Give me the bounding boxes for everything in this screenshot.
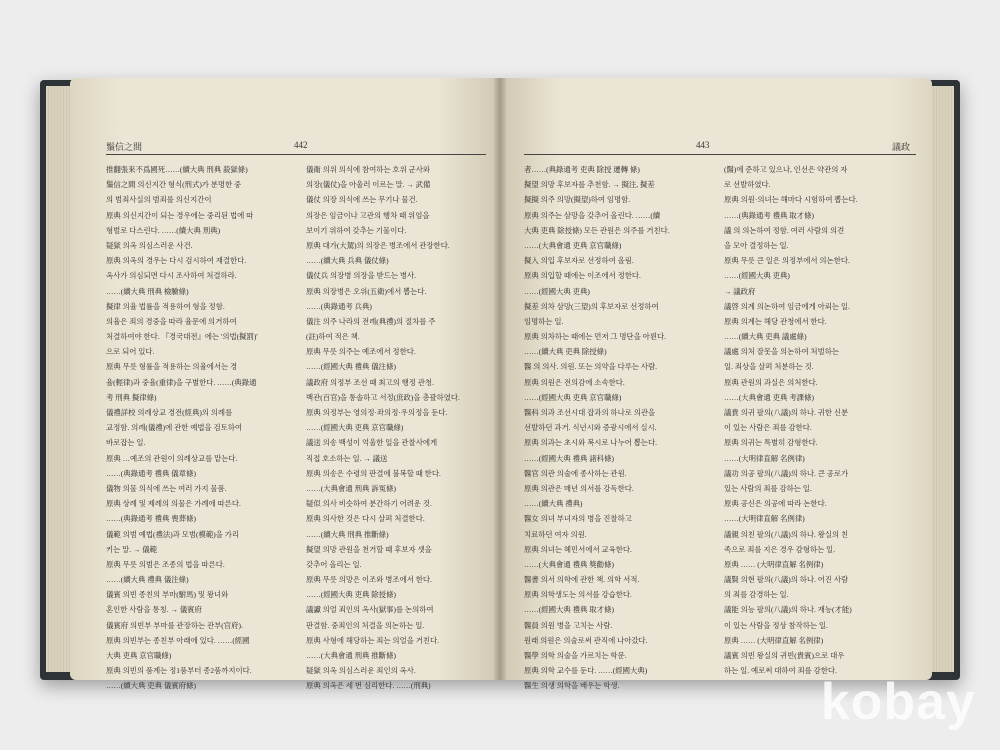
text-line: ……(大典會通 刑典 推斷條) — [306, 651, 396, 660]
left-header-rule — [106, 154, 486, 155]
page-edges-left — [46, 86, 72, 672]
text-line: 原典 무릇 의주는 예조에서 정한다. — [306, 347, 416, 357]
text-line: 擬入 의입 후보자로 선정하여 올림. — [524, 256, 634, 266]
text-line: 議賢 의현 팔의(八議)의 하나. 어진 사람 — [724, 575, 849, 585]
text-line: 議親 의친 팔의(八議)의 하나. 왕실의 친 — [724, 529, 849, 539]
text-line: 原典 무릇 의범은 조종의 법을 따른다. — [106, 559, 225, 569]
text-line: 직접 호소하는 일. → 議送 — [306, 453, 388, 463]
text-line: ……(續大典 吏典 議處條) — [724, 332, 807, 342]
text-line: ……(大典會通 吏典 京官職條) — [524, 240, 622, 250]
text-line: 原典 의정부는 영의정·좌의정·우의정을 둔다. — [306, 408, 448, 417]
text-line: ……(經國大典 吏典) — [524, 286, 590, 296]
text-line: 의 죄를 감경하는 일. — [724, 590, 789, 600]
text-line: 推翻張來不爲國死……(續大典 刑典 殺獄條) — [106, 165, 248, 174]
text-line: ……(續大典 刑典 檢驗條) — [106, 286, 189, 296]
right-page-number: 443 — [696, 140, 710, 150]
text-line: 醫生 의생 의학을 배우는 학생. — [524, 681, 620, 691]
text-line: 을 모아 결정하는 일. — [724, 240, 789, 250]
text-line: 이 있는 사람을 정상 참작하는 일. — [724, 620, 828, 630]
text-line: ……(大典會通 禮典 獎勸條) — [524, 559, 614, 569]
right-header-title: 議政 — [892, 142, 911, 152]
right-page — [500, 78, 932, 691]
text-line: 儀禮詳校 의례상교 경전(經典)의 의례를 — [106, 408, 233, 417]
text-line: 議處 의처 잘못을 의논하여 처벌하는 — [724, 347, 839, 357]
text-line: 儀仗兵 의장병 의장을 받드는 병사. — [306, 271, 416, 281]
text-line: 로 선발하였다. — [724, 180, 771, 190]
text-line: ……(大典會通 刑典 訴冤條) — [306, 483, 396, 493]
text-line: 擬擬 의주 의망(擬望)하여 임명함. — [524, 195, 631, 205]
text-line: 醫員 의원 병을 고치는 사람. — [524, 620, 613, 630]
text-line: (醫)에 준하고 있으나, 인선은 약관의 자 — [724, 165, 848, 174]
left-page — [70, 78, 502, 691]
text-line: ……(經國大典 吏典 京官職條) — [306, 423, 404, 433]
text-line: 原典 …… (大明律直解 名例律) — [724, 635, 824, 645]
text-line: 原典 의주는 삼망을 갖추어 올린다. ……(續 — [524, 210, 661, 220]
text-line: 의율은 죄의 경중을 따라 율문에 의거하여 — [106, 316, 237, 326]
text-line: 原典 의옥은 세 번 심리한다. ……(刑典) — [306, 681, 431, 691]
text-line: 족으로 죄를 지은 경우 감형하는 일. — [724, 544, 836, 554]
right-header-rule — [524, 154, 916, 155]
text-line: ……(典錄通考 兵典) — [306, 301, 372, 311]
left-page-number: 442 — [294, 140, 308, 150]
left-column-1 — [106, 162, 288, 694]
text-line: 原典 의원은 전의감에 소속한다. — [524, 377, 625, 387]
text-line: 原典 관원의 과실은 의처한다. — [724, 377, 818, 387]
text-line: ……(大典會通 吏典 考課條) — [724, 392, 814, 402]
text-line: 醫官 의관 의술에 종사하는 관원. — [524, 468, 627, 478]
text-line: 原典 의빈부는 종친부 아래에 있다. ……(經國 — [106, 635, 250, 645]
text-line: 이 있는 사람은 죄를 감한다. — [724, 423, 812, 433]
text-line: 考 刑典 擬律條) — [106, 392, 157, 402]
text-line: 擬望 의망 후보자를 추천함. → 擬注, 擬差 — [524, 180, 655, 190]
text-line: 議 의 의논하여 정함. 여러 사람의 의견 — [724, 225, 845, 235]
text-line: 儀賓府 의빈부 부마를 관장하는 관부(官府). — [106, 620, 243, 630]
text-line: ……(經國大典 吏典) — [724, 271, 790, 281]
text-line: 鬚信之間 의신지간 형식(刑式)가 분명한 중 — [106, 180, 242, 190]
text-line: 原典 무릇 의망은 이조와 병조에서 한다. — [306, 575, 432, 585]
text-line: 議送 의송 백성이 억울한 일을 관찰사에게 — [306, 438, 438, 448]
text-line: ……(續大典 吏典 除授條) — [524, 347, 607, 357]
left-column-2 — [306, 162, 488, 694]
text-line: 議貴 의귀 팔의(八議)의 하나. 귀한 신분 — [724, 408, 849, 417]
text-line: 형벌로 다스린다. ……(續大典 刑典) — [106, 225, 221, 235]
book-gutter — [494, 78, 506, 680]
text-line: 교정함. 의례(儀禮)에 관한 예법을 검토하여 — [106, 423, 243, 433]
text-line: 原典 무릇 큰 일은 의정부에서 의논한다. — [724, 256, 850, 266]
text-line: 擬律 의율 법률을 적용하여 형을 정함. — [106, 301, 225, 311]
text-line: 儀衛 의위 의식에 참여하는 호위 군사와 — [306, 165, 430, 174]
text-line: ……(續大典 刑典 推斷條) — [306, 529, 389, 539]
text-line: 原典 의녀는 혜민서에서 교육한다. — [524, 544, 632, 554]
text-line: 疑獄 의옥 의심스러운 죄인의 옥사. — [306, 666, 416, 676]
text-line: 原典 의학생도는 의서를 강습한다. — [524, 590, 632, 600]
text-line: 大典 吏典 京官職條) — [106, 651, 172, 660]
text-line: 議功 의공 팔의(八議)의 하나. 큰 공로가 — [724, 468, 849, 478]
text-line: 原典 공신은 의공에 따라 논한다. — [724, 499, 827, 509]
text-line: 옥사가 의심되면 다시 조사하여 처결하라. — [106, 271, 237, 281]
right-column-2 — [724, 162, 906, 694]
text-line: 처결하여야 한다. 『경국대전』에는 '의법(擬罰)' — [106, 332, 258, 342]
text-line: 原典 의신지간이 되는 경우에는 중리된 법에 따 — [106, 210, 254, 220]
text-line: 原典 의옥의 경우는 다시 검시하여 재결한다. — [106, 256, 247, 266]
text-line: ……(大明律直解 名例律) — [724, 453, 805, 463]
text-line: 原典 의학 교수를 둔다. ……(經國大典) — [524, 666, 648, 676]
text-line: 醫學 의학 의술을 가르치는 학문. — [524, 651, 627, 660]
text-line: 하는 일. 예로써 대하여 죄를 감한다. — [724, 666, 837, 676]
text-line: 原典 대가(大駕)의 의장은 병조에서 관장한다. — [306, 240, 450, 250]
text-line: 일. 죄상을 살펴 처분하는 것. — [724, 362, 814, 372]
text-line: ……(典錄通考 禮典 取才條) — [724, 210, 814, 220]
text-line: 醫女 의녀 부녀자의 병을 진찰하고 — [524, 514, 632, 524]
text-line: 原典 …… (大明律直解 名例律) — [724, 559, 824, 569]
text-line: 原典 의입할 때에는 이조에서 정한다. — [524, 271, 641, 281]
text-line: 議政府 의정부 조선 때 최고의 행정 관청. — [306, 377, 434, 387]
watermark-logo: kobay — [820, 673, 976, 731]
text-line: 大典 吏典 除授條) 모든 관원은 의주를 거친다. — [524, 225, 670, 235]
text-line: 치료하던 여자 의원. — [524, 529, 587, 539]
text-line: 醫 의 의사. 의원. 또는 의약을 다루는 사람. — [524, 362, 657, 372]
text-line: ……(續大典 兵典 儀仗條) — [306, 256, 389, 266]
text-line: 있는 사람의 죄를 감하는 일. — [724, 483, 812, 493]
text-line: 議賓 의빈 왕실의 귀빈(貴賓)으로 대우 — [724, 651, 845, 660]
text-line: 혼인한 사람을 통칭. → 儀賓府 — [106, 605, 202, 615]
text-line: 原典 의사한 것은 다시 살펴 처결한다. — [306, 514, 425, 524]
text-line: 儀仗 의장 의식에 쓰는 무기나 물건. — [306, 195, 418, 205]
text-line: 疑獄 의옥 의심스러운 사건. — [106, 240, 193, 250]
right-column-1 — [524, 162, 706, 694]
text-line: (註)하여 적은 책. — [306, 332, 360, 342]
text-line: ……(典錄通考 禮典 喪葬條) — [106, 514, 196, 524]
text-line: 原典 의차하는 때에는 먼저 그 명단을 아뢴다. — [524, 332, 666, 342]
text-line: 原典 의귀는 특별히 감형한다. — [724, 438, 818, 448]
text-line: 原典 의과는 초시와 복시로 나누어 뽑는다. — [524, 438, 657, 448]
text-line: 原典 …예조의 관원이 의례상교를 맡는다. — [106, 453, 238, 463]
text-line: 議能 의능 팔의(八議)의 하나. 재능(才能) — [724, 605, 852, 615]
text-line: 율(輕律)과 중율(重律)을 구별한다. ……(典錄通 — [106, 377, 257, 387]
text-line: 者……(典錄通考 吏典 除授 遷轉 條) — [524, 165, 640, 174]
left-header-title: 鬚信之間 — [106, 142, 143, 152]
text-line: 醫書 의서 의학에 관한 책. 의학 서적. — [524, 575, 640, 585]
text-line: ……(經國大典 吏典 京官職條) — [524, 392, 622, 402]
text-line: 醫科 의과 조선시대 잡과의 하나로 의관을 — [524, 408, 656, 417]
text-line: 선발하던 과거. 식년시와 증광시에서 실시. — [524, 423, 657, 433]
text-line: 의 범죄사실의 범죄를 의신지간이 — [106, 195, 212, 205]
text-line: 疑似 의사 비슷하여 분간하기 어려운 것. — [306, 499, 432, 509]
text-line: ……(經國大典 禮典 儀注條) — [306, 362, 396, 372]
text-line: 원래 의원은 의술로써 관직에 나아갔다. — [524, 635, 648, 645]
text-line: ……(續大典 吏典 儀賓府條) — [106, 681, 196, 691]
text-line: 擬差 의차 삼망(三望)의 후보자로 선정하여 — [524, 301, 659, 311]
text-line: 原典 사형에 해당하는 죄는 의얼을 거친다. — [306, 635, 439, 645]
text-line: 原典 의장병은 오위(五衛)에서 뽑는다. — [306, 286, 427, 296]
text-line: 議啓 의계 의논하여 임금에게 아뢰는 일. — [724, 301, 850, 311]
text-line: 儀物 의물 의식에 쓰는 여러 가지 물품. — [106, 483, 227, 493]
text-line: 바로잡는 일. — [106, 438, 146, 448]
text-line: 임명하는 일. — [524, 316, 564, 326]
text-line: 原典 의원·의녀는 해마다 시험하여 뽑는다. — [724, 195, 858, 205]
text-line: 儀範 의범 예법(禮法)과 모범(模範)을 가리 — [106, 529, 239, 539]
text-line: 보이기 위하여 갖추는 기물이다. — [306, 225, 407, 235]
text-line: ……(經國大典 禮典 取才條) — [524, 605, 614, 615]
text-line: 原典 의관은 매년 의서를 강독한다. — [524, 483, 634, 493]
text-line: 原典 무릇 형률을 적용하는 의율에서는 경 — [106, 362, 238, 372]
text-line: 갖추어 올리는 일. — [306, 559, 362, 569]
text-line: ……(續大典 禮典) — [524, 499, 583, 509]
text-line: 으로 되어 있다. — [106, 347, 155, 357]
text-line: 판결함. 중죄인의 처결을 의논하는 일. — [306, 620, 425, 630]
text-line: ……(經國大典 禮典 諸科條) — [524, 453, 614, 463]
text-line: 原典 의빈의 품계는 정1품부터 종2품까지이다. — [106, 666, 252, 676]
text-line: 백관(百官)을 통솔하고 서정(庶政)을 총괄하였다. — [306, 392, 460, 402]
text-line: 의장(儀仗)을 아울러 이르는 말. → 武備 — [306, 180, 431, 190]
text-line: 原典 의계는 해당 관청에서 한다. — [724, 316, 827, 326]
text-line: ……(經國大典 吏典 除授條) — [306, 590, 396, 600]
text-line: 儀賓 의빈 종친의 부마(駙馬) 및 왕녀와 — [106, 590, 229, 600]
text-line: 原典 의송은 수령의 판결에 불복할 때 한다. — [306, 468, 441, 478]
text-line: 의장은 임금이나 고관의 행차 때 위엄을 — [306, 210, 430, 220]
text-line: 키는 말. → 儀範 — [106, 544, 157, 554]
text-line: ……(典錄通考 禮典 儀章條) — [106, 468, 196, 478]
text-line: ……(續大典 禮典 儀注條) — [106, 575, 189, 585]
text-line: → 議政府 — [724, 286, 756, 296]
text-line: 議讞 의얼 죄인의 옥사(獄事)를 논의하여 — [306, 605, 434, 615]
text-line: ……(大明律直解 名例律) — [724, 514, 805, 524]
text-line: 原典 상례 및 제례의 의물은 가례에 따른다. — [106, 499, 241, 509]
text-line: 儀注 의주 나라의 전례(典禮)의 절차를 주 — [306, 316, 436, 326]
text-line: 擬望 의망 관원을 천거할 때 후보자 셋을 — [306, 544, 432, 554]
